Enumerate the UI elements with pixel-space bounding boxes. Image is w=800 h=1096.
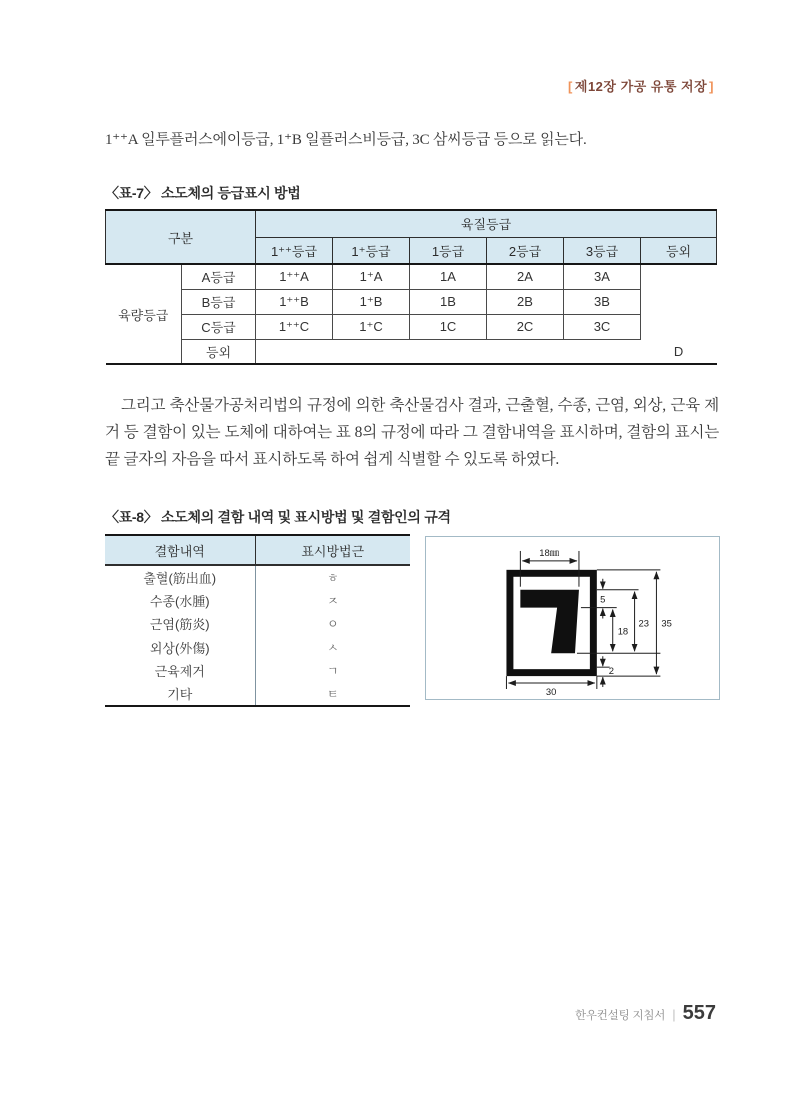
table-row (105, 589, 410, 613)
table-row (105, 612, 410, 636)
table7-header-gubun: 구분 (106, 210, 256, 264)
defect-table (105, 534, 410, 707)
table7-col-header: 3등급 (564, 237, 641, 264)
defect-name: 기타 (105, 683, 255, 707)
body-paragraph: 그리고 축산물가공처리법의 규정에 의한 축산물검사 결과, 근출혈, 수종, 근염, 외상, 근육 제거 등 결함이 있는 도체에 대하여는 표 8의 규정에 따라 그 결함내역을 표시하며, 결함의 표시는 끝 글자의 자음을 따서 표시하도록 하여 쉽게 식별할 수 있도록 하였다. (105, 397, 719, 468)
stamp-diagram-svg (426, 537, 719, 699)
table7-col-header: 2등급 (487, 237, 564, 264)
table7-row-label: A등급 (182, 264, 256, 289)
table7-cell: 3B (564, 289, 641, 314)
table7-header-quality-group: 육질등급 (256, 210, 717, 237)
table-row (105, 659, 410, 683)
table7-cell: 2B (487, 289, 564, 314)
defect-mark: ㅅ (326, 640, 339, 655)
table7-cell: 1⁺⁺B (256, 289, 333, 314)
table-row (106, 289, 717, 314)
table7-cell: 1A (410, 264, 487, 289)
table7-cell: 1C (410, 314, 487, 339)
table7-cell: 2A (487, 264, 564, 289)
stamp-frame (510, 573, 593, 672)
dim-outer-width: 30 (545, 685, 557, 697)
table7-cell: 1⁺C (333, 314, 410, 339)
defect-name: 수종(水腫) (105, 589, 255, 613)
table7-col-header: 1등급 (410, 237, 487, 264)
table7-cell: 1⁺B (333, 289, 410, 314)
table7-row-label: C등급 (182, 314, 256, 339)
defect-name: 출혈(筋出血) (105, 565, 255, 589)
table7-cell: 3C (564, 314, 641, 339)
table7-cell: 2C (487, 314, 564, 339)
table8-col-header-mark: 표시방법근 (255, 535, 410, 565)
table7-out-of-grade-cell: D (641, 339, 717, 364)
table7-col-header: 1⁺⁺등급 (256, 237, 333, 264)
chapter-bracket-close: ] (709, 79, 714, 94)
table7-cell: 1⁺A (333, 264, 410, 289)
defect-name: 외상(外傷) (105, 636, 255, 660)
table7-outer-empty-cell (641, 264, 717, 339)
footer-separator: | (672, 1007, 676, 1022)
table-row (105, 683, 410, 707)
table7-col-header: 등외 (641, 237, 717, 264)
page-footer (575, 1002, 716, 1025)
dim-bottom-gap: 2 (608, 665, 615, 677)
chapter-bracket-open: [ (568, 79, 573, 94)
dim-bar-thickness: 5 (600, 593, 606, 605)
table7-cell: 1⁺⁺C (256, 314, 333, 339)
table-row (105, 565, 410, 589)
dim-outer-height: 35 (661, 617, 672, 629)
table7-rowgroup-label: 육량등급 (106, 264, 182, 364)
defect-mark: ㅌ (255, 683, 410, 707)
table7-col-header: 1⁺등급 (333, 237, 410, 264)
intro-line: 1⁺⁺A 일투플러스에이등급, 1⁺B 일플러스비등급, 3C 삼씨등급 등으로 읽는다. (105, 132, 587, 148)
table-row (106, 314, 717, 339)
defect-mark: ㅎ (326, 570, 339, 585)
dim-top-width: 18㎜ (539, 546, 560, 558)
table7-span-empty-cell (256, 339, 641, 364)
table-row (105, 636, 410, 660)
table7-row-label: 등외 (182, 339, 256, 364)
table8-col-header-defect: 결함내역 (105, 535, 255, 565)
table7-row-label: B등급 (182, 289, 256, 314)
table8-caption: 〈표-8〉 소도체의 결함 내역 및 표시방법 및 결함인의 규격 (105, 509, 451, 525)
book-title: 한우컨설팅 지침서 (574, 1010, 666, 1022)
table-row (106, 264, 717, 289)
page-number: 557 (682, 1002, 716, 1024)
table7-caption: 〈표-7〉 소도체의 등급표시 방법 (105, 185, 301, 201)
defect-mark: ㄱ (326, 664, 339, 679)
chapter-title: 제12장 가공 유통 저장 (574, 79, 708, 94)
grade-mark-table (105, 209, 717, 365)
defect-name: 근염(筋炎) (105, 612, 255, 636)
stamp-dimension-diagram (425, 536, 720, 700)
defect-mark: ㅈ (326, 593, 339, 608)
defect-name: 근육제거 (105, 659, 255, 683)
table7-cell: 1B (410, 289, 487, 314)
table7-cell: 3A (564, 264, 641, 289)
defect-mark: ㅇ (326, 617, 339, 632)
chapter-header (566, 76, 716, 95)
dim-stroke-height: 18 (617, 625, 629, 637)
table-row (106, 339, 717, 364)
dim-glyph-height: 23 (638, 617, 650, 629)
table7-cell: 1⁺⁺A (256, 264, 333, 289)
